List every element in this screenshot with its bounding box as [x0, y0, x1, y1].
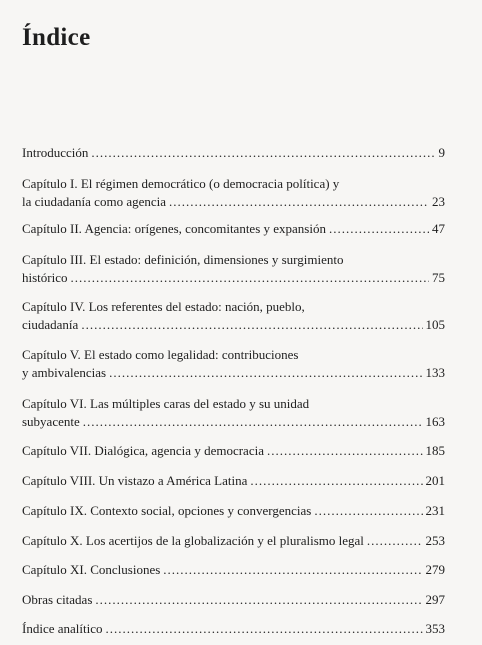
- entry-page: 23: [432, 194, 445, 209]
- toc-entry[interactable]: [22, 346, 445, 382]
- entry-title: Capítulo III. El estado: definición, dimensiones y surgimiento: [22, 252, 344, 267]
- toc-entry[interactable]: [22, 395, 445, 431]
- toc-entry[interactable]: [22, 251, 445, 287]
- entry-title: Capítulo VI. Las múltiples caras del estado y su unidad: [22, 396, 310, 411]
- entry-title: Capítulo II. Agencia: orígenes, concomitantes y expansión: [22, 221, 326, 236]
- entry-title-cont: subyacente: [22, 414, 80, 429]
- entry-title: Capítulo X. Los acertijos de la globalización y el pluralismo legal: [22, 533, 364, 548]
- toc-entry[interactable]: [22, 442, 445, 460]
- toc-entry[interactable]: [22, 502, 445, 520]
- dot-leader: [109, 364, 422, 382]
- entry-title: Introducción: [22, 145, 89, 160]
- dot-leader: [267, 442, 423, 460]
- dot-leader: [329, 220, 429, 238]
- entry-page: 201: [425, 473, 445, 488]
- entry-page: 353: [425, 621, 445, 636]
- dot-leader: [81, 316, 422, 334]
- entry-title: Capítulo VII. Dialógica, agencia y democracia: [22, 443, 264, 458]
- entry-page: 185: [425, 443, 445, 458]
- dot-leader: [71, 269, 430, 287]
- toc-entry[interactable]: [22, 220, 445, 238]
- dot-leader: [250, 472, 422, 490]
- entry-title: Capítulo XI. Conclusiones: [22, 562, 161, 577]
- toc-entry[interactable]: [22, 561, 445, 579]
- toc-entry[interactable]: [22, 591, 445, 609]
- entry-page: 9: [438, 145, 445, 160]
- entry-title-cont: histórico: [22, 270, 68, 285]
- page-title: Índice: [22, 24, 91, 51]
- dot-leader: [106, 620, 423, 638]
- entry-title-cont: la ciudadanía como agencia: [22, 194, 167, 209]
- dot-leader: [169, 193, 429, 211]
- entry-title: Capítulo IV. Los referentes del estado: nación, pueblo,: [22, 299, 305, 314]
- entry-page: 163: [425, 414, 445, 429]
- dot-leader: [367, 532, 423, 550]
- entry-title: Obras citadas: [22, 592, 93, 607]
- dot-leader: [91, 144, 435, 162]
- toc-entry[interactable]: [22, 472, 445, 490]
- entry-title-cont: ciudadanía: [22, 317, 79, 332]
- dot-leader: [83, 413, 423, 431]
- entry-page: 105: [425, 317, 445, 332]
- entry-title: Capítulo VIII. Un vistazo a América Latina: [22, 473, 248, 488]
- toc-entry[interactable]: [22, 532, 445, 550]
- entry-page: 231: [425, 503, 445, 518]
- entry-title: Capítulo V. El estado como legalidad: contribuciones: [22, 347, 299, 362]
- entry-page: 279: [425, 562, 445, 577]
- entry-title: Índice analítico: [22, 621, 103, 636]
- toc-entry[interactable]: [22, 620, 445, 638]
- dot-leader: [163, 561, 422, 579]
- entry-page: 133: [425, 365, 445, 380]
- toc-entry[interactable]: [22, 144, 445, 162]
- entry-page: 297: [425, 592, 445, 607]
- entry-page: 47: [432, 221, 445, 236]
- toc-entry[interactable]: [22, 175, 445, 211]
- dot-leader: [95, 591, 422, 609]
- entry-page: 253: [425, 533, 445, 548]
- entry-title-cont: y ambivalencias: [22, 365, 107, 380]
- entry-page: 75: [432, 270, 445, 285]
- entry-title: Capítulo IX. Contexto social, opciones y convergencias: [22, 503, 312, 518]
- entry-title: Capítulo I. El régimen democrático (o democracia política) y: [22, 176, 340, 191]
- dot-leader: [314, 502, 422, 520]
- toc-entry[interactable]: [22, 298, 445, 334]
